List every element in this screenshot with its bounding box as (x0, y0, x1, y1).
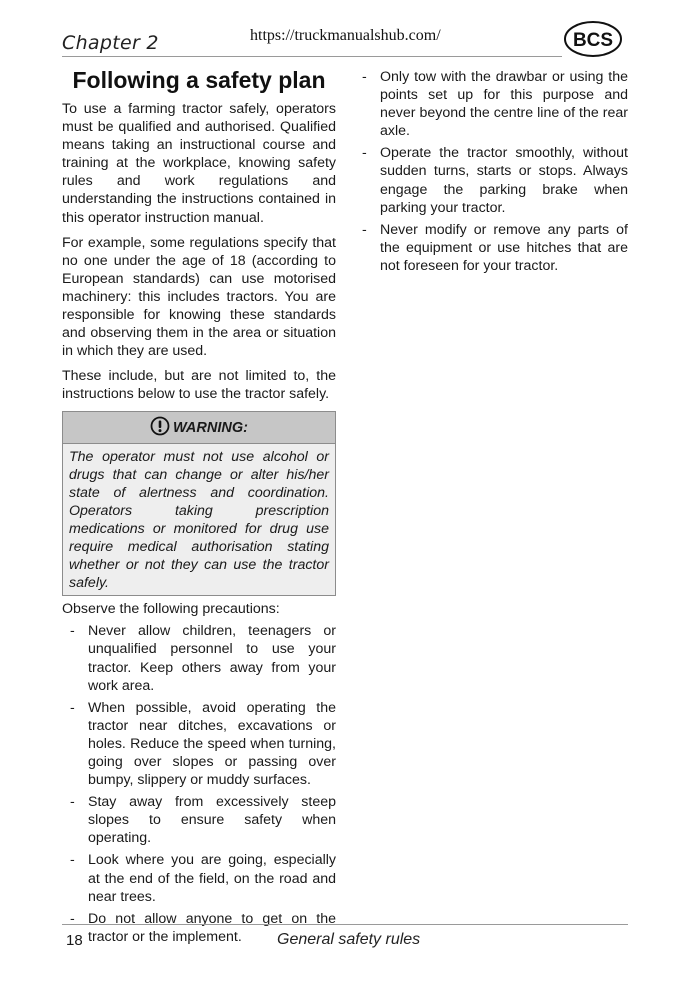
list-item-text: Never allow children, teenagers or unqualified personnel to use your tractor. Keep others away from your work area. (88, 623, 336, 694)
footer-section-title: General safety rules (277, 931, 421, 948)
list-item-text: Only tow with the drawbar or using the points set up for this purpose and never beyond the centre line of the rear axle. (380, 69, 628, 140)
warning-label: WARNING: (173, 419, 248, 436)
instructions-paragraph: These include, but are not limited to, the instructions below to use the tractor safely. (62, 368, 336, 403)
list-item-text: When possible, avoid operating the tractor near ditches, excavations or holes. Reduce the speed when turning, going over slopes or passing over bumpy, slippery or muddy surfaces. (88, 699, 336, 789)
intro-paragraph: To use a farming tractor safely, operators must be qualified and authorised. Qualified means taking an instructional course and training at the workplace, knowing safety rules and work regulations and understanding the instructions contained in this operator instruction manual. (62, 101, 336, 226)
source-url[interactable]: https://truckmanualshub.com/ (250, 27, 441, 44)
page-number: 18 (66, 932, 83, 949)
left-column (62, 66, 336, 950)
list-item-text: Never modify or remove any parts of the equipment or use hitches that are not foreseen for your tractor. (380, 221, 628, 274)
list-item (70, 793, 336, 847)
list-marker: - (362, 69, 367, 85)
list-item (70, 851, 336, 905)
list-item (362, 68, 628, 140)
list-item (70, 622, 336, 694)
list-marker: - (70, 852, 75, 869)
list-item (362, 221, 628, 275)
warning-header (63, 412, 335, 444)
footer-divider (62, 924, 628, 925)
list-item-text: Look where you are going, especially at the end of the field, on the road and near trees. (88, 852, 336, 905)
bcs-logo (563, 20, 623, 58)
list-marker: - (70, 623, 75, 640)
right-column (362, 68, 628, 279)
list-item (70, 699, 336, 789)
section-title: Following a safety plan (72, 67, 326, 93)
towing-list (362, 68, 628, 275)
list-item (362, 144, 628, 216)
list-item-text: Operate the tractor smoothly, without sudden turns, starts or stops. Always engage the parking brake when parking your tractor. (380, 145, 628, 216)
precautions-intro: Observe the following precautions: (62, 601, 280, 618)
list-marker: - (70, 699, 75, 716)
header-divider (62, 56, 562, 57)
list-marker: - (362, 145, 367, 162)
exclamation-icon (150, 416, 170, 436)
precautions-list (62, 622, 336, 946)
regulations-paragraph: For example, some regulations specify that no one under the age of 18 (according to European standards) can use motorised machinery: this includes tractors. You are responsible for knowing these standards and observing them in the area or situation in which they are used. (62, 234, 336, 360)
list-item-text: Stay away from excessively steep slopes to ensure safety when operating. (88, 794, 336, 847)
chapter-heading: Chapter 2 (62, 32, 159, 54)
list-marker: - (70, 794, 75, 811)
list-marker: - (362, 221, 367, 238)
warning-text: The operator must not use alcohol or drugs that can change or alter his/her state of alertness and coordination. Operators taking prescription medications or monitored for drug use require medical authorisation stating whether or not they can use the tractor safely. (69, 448, 329, 592)
logo-text: BCS (572, 30, 614, 51)
list-marker: - (70, 910, 75, 927)
list-item-text: Do not allow anyone to get on the tractor or the implement. (88, 910, 336, 945)
warning-box (62, 411, 336, 597)
